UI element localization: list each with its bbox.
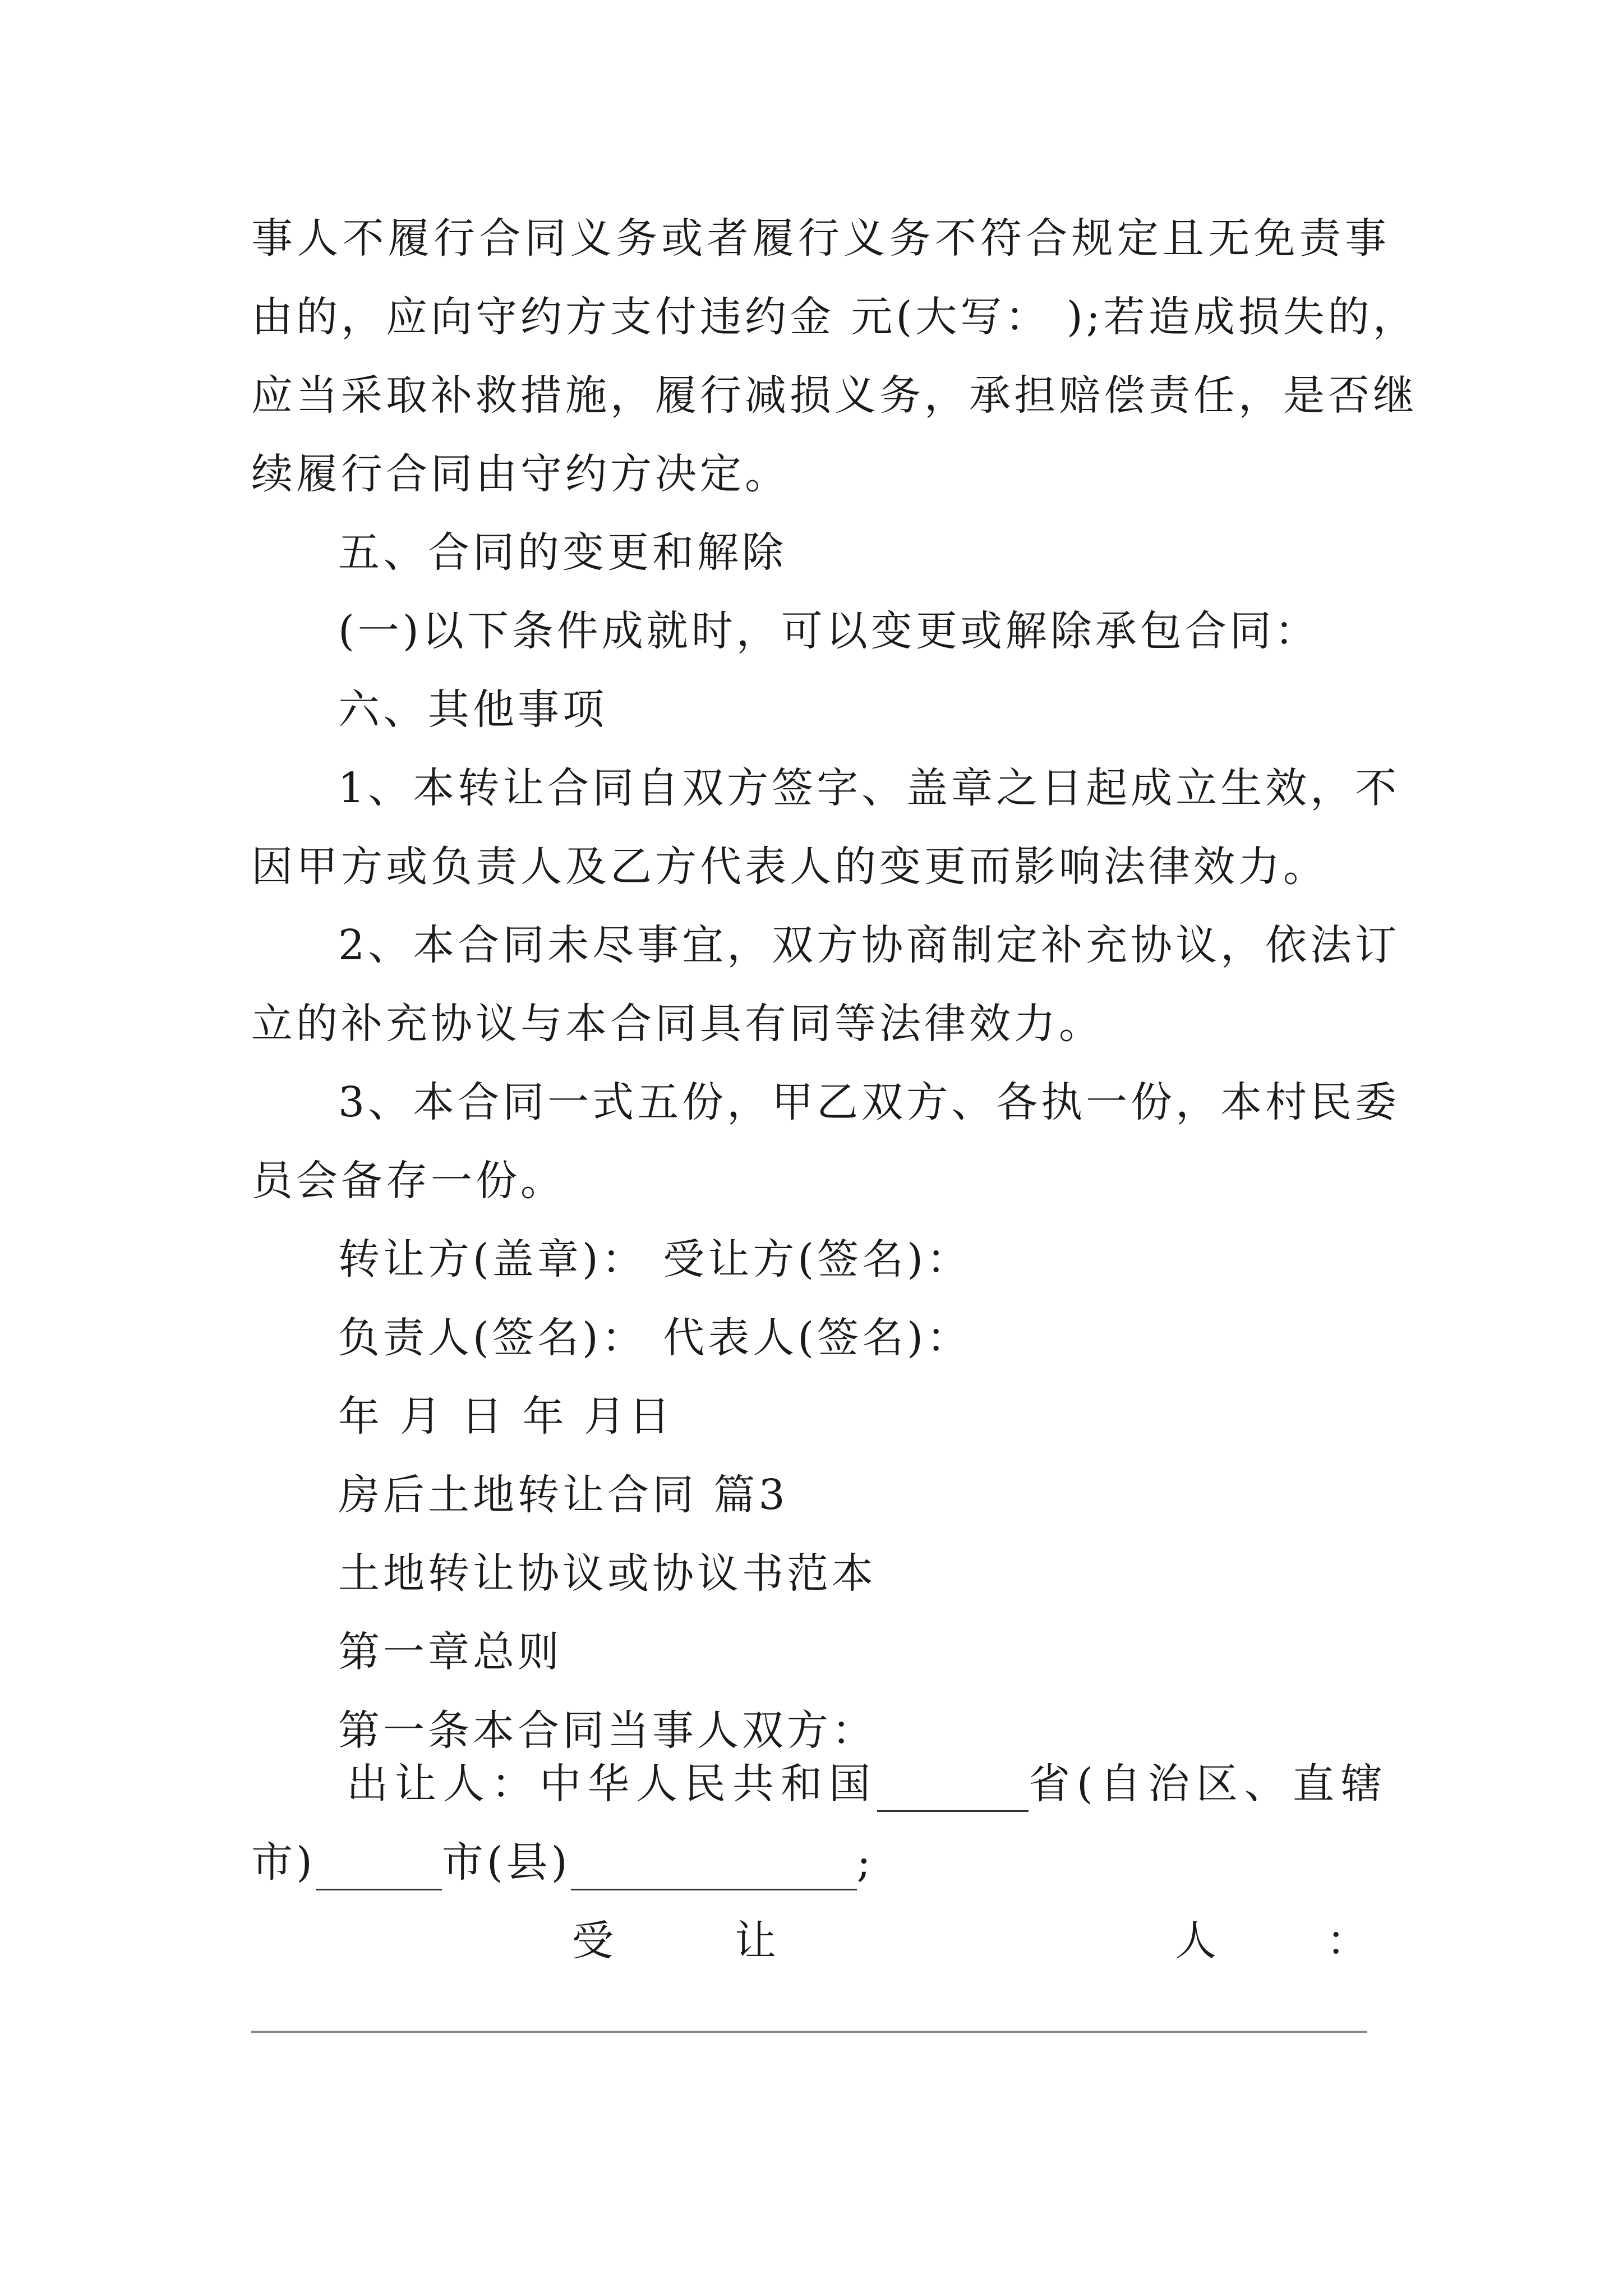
transferor-label: 出让人：中华人民共和国 xyxy=(347,1760,877,1808)
paragraph-line: 由的，应向守约方支付违约金 元(大写： );若造成损失的， xyxy=(251,293,1418,341)
document-title: 土地转让协议或协议书范本 xyxy=(338,1549,877,1598)
city-prefix: 市) xyxy=(251,1838,316,1887)
transferee-label-char: 让 xyxy=(735,1917,776,1965)
paragraph-line: 立的补充协议与本合同具有同等法律效力。 xyxy=(251,1000,1104,1048)
paragraph-line: 第一条本合同当事人双方： xyxy=(338,1706,877,1755)
paragraph-line: 因甲方或负责人及乙方代表人的变更而影响法律效力。 xyxy=(251,843,1328,891)
transferee-label-char: ： xyxy=(1326,1917,1368,1965)
city-blank xyxy=(316,1846,442,1890)
paragraph-line: 事人不履行合同义务或者履行义务不符合规定且无免责事 xyxy=(251,214,1390,263)
section-heading: 房后土地转让合同 篇3 xyxy=(338,1471,789,1519)
paragraph-line: 1、本转让合同自双方签字、盖章之日起成立生效，不 xyxy=(338,764,1400,812)
province-label: 省(自治区、直辖 xyxy=(1029,1760,1389,1808)
paragraph-line: (一)以下条件成就时，可以变更或解除承包合同： xyxy=(338,607,1320,655)
county-label: 市(县) xyxy=(441,1838,571,1887)
city-line xyxy=(251,1834,1390,1896)
transferor-line xyxy=(347,1756,1390,1818)
transferee-blank-line xyxy=(251,2031,1367,2033)
chapter-heading: 第一章总则 xyxy=(338,1628,562,1676)
paragraph-line: 应当采取补救措施，履行减损义务，承担赔偿责任，是否继 xyxy=(251,371,1418,420)
signature-line: 转让方(盖章)： 受让方(签名)： xyxy=(338,1235,972,1283)
section-heading: 五、合同的变更和解除 xyxy=(338,528,787,577)
paragraph-line: 员会备存一份。 xyxy=(251,1157,565,1205)
county-blank xyxy=(571,1846,857,1890)
date-line: 年 月 日 年 月日 xyxy=(338,1392,674,1441)
transferee-label-char: 受 xyxy=(572,1917,614,1965)
paragraph-line: 续履行合同由守约方决定。 xyxy=(251,450,790,498)
paragraph-line: 2、本合同未尽事宜，双方协商制定补充协议，依法订 xyxy=(338,921,1400,969)
signature-line: 负责人(签名)： 代表人(签名)： xyxy=(338,1314,972,1362)
line-end-punct: ; xyxy=(856,1838,874,1887)
section-heading: 六、其他事项 xyxy=(338,685,607,734)
paragraph-line: 3、本合同一式五份，甲乙双方、各执一份，本村民委 xyxy=(338,1078,1400,1126)
transferee-label-char: 人 xyxy=(1175,1917,1216,1965)
province-blank xyxy=(877,1768,1029,1812)
